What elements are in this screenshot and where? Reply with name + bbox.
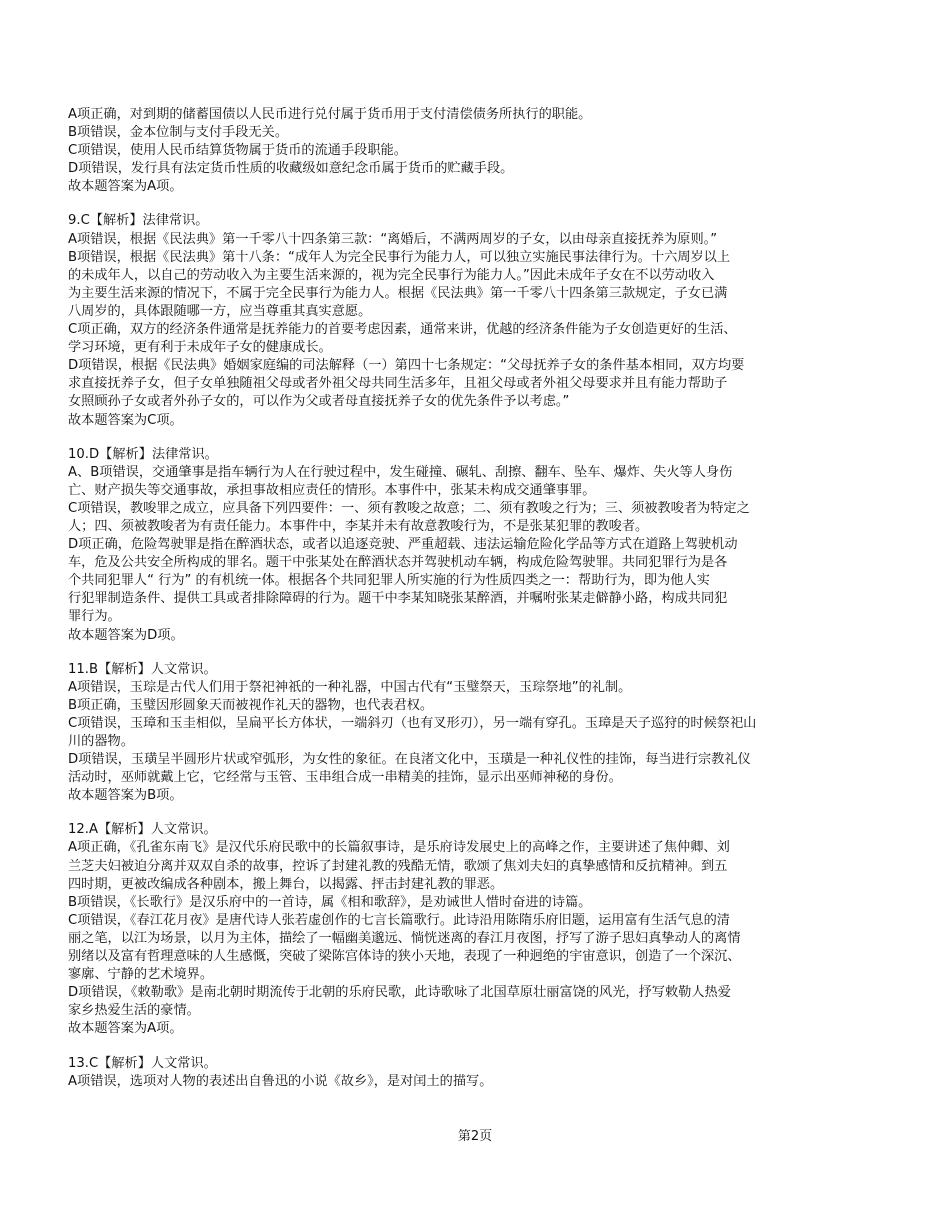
text-line: 人；四、须被教唆者为有责任能力。本事件中，李某并未有故意教唆行为，不是张某犯罪的教唆者。 <box>68 518 649 534</box>
text-line: C项错误，使用人民币结算货物属于货币的流通手段职能。 <box>68 143 407 159</box>
page-number: 第2页 <box>457 1129 493 1144</box>
answer-block-12 <box>68 821 882 1038</box>
text-line: 八周岁的，具体跟随哪一方，应当尊重其真实意愿。 <box>68 303 372 319</box>
text-line: A项正确，对到期的储蓄国债以人民币进行兑付属于货币用于支付清偿债务所执行的职能。 <box>68 107 592 122</box>
question-heading: 12.A【解析】人文常识。 <box>68 822 217 838</box>
text-line: C项错误，玉璋和玉圭相似，呈扁平长方体状，一端斜刃（也有叉形刃），另一端有穿孔。玉璋是天子巡狩的时候祭祀山 <box>68 715 757 731</box>
text-line: 行犯罪制造条件、提供工具或者排除障碍的行为。题干中李某知晓张某醉酒，并嘱咐张某走僻静小路，构成共同犯 <box>68 591 728 607</box>
text-line: 故本题答案为D项。 <box>68 627 184 643</box>
document-page <box>68 106 882 1091</box>
text-line: 故本题答案为A项。 <box>68 179 183 195</box>
text-line: D项正确，危险驾驶罪是指在醉酒状态，或者以追逐竞驶、严重超载、违法运输危险化学品等方式在道路上驾驶机动 <box>68 537 738 553</box>
text-line: A、B项错误，交通肇事是指车辆行为人在行驶过程中，发生碰撞、碾轧、刮擦、翻车、坠车、爆炸、失火等人身伤 <box>68 464 733 480</box>
text-line: A项错误，玉琮是古代人们用于祭祀神祇的一种礼器，中国古代有“玉璧祭天，玉琮祭地”的礼制。 <box>68 679 632 695</box>
question-heading: 11.B【解析】人文常识。 <box>68 661 217 677</box>
text-line: 亡、财产损失等交通事故，承担事故相应责任的情形。本事件中，张某未构成交通肇事罪。 <box>68 482 596 498</box>
text-line: 学习环境，更有利于未成年子女的健康成长。 <box>68 340 332 356</box>
text-line: 四时期，更被改编成各种剧本，搬上舞台，以揭露、抨击封建礼教的罪恶。 <box>68 876 504 892</box>
question-heading: 13.C【解析】人文常识。 <box>68 1055 217 1071</box>
text-line: 丽之笔，以江为场景，以月为主体，描绘了一幅幽美邈远、惝恍迷离的春江月夜图，抒写了游子思妇真挚动人的离情 <box>68 930 741 946</box>
answer-block-13 <box>68 1055 882 1091</box>
text-line: 求直接抚养子女，但子女单独随祖父母或者外祖父母共同生活多年，且祖父母或者外祖父母要求并且有能力帮助子 <box>68 376 728 392</box>
text-line: 女照顾孙子女或者外孙子女的，可以作为父或者母直接抚养子女的优先条件予以考虑。” <box>68 394 570 410</box>
text-line: B项错误，金本位制与支付手段无关。 <box>68 125 289 141</box>
text-line: D项错误，发行具有法定货币性质的收藏级如意纪念币属于货币的贮藏手段。 <box>68 161 514 177</box>
answer-block-8 <box>68 106 882 196</box>
text-line: A项正确，《孔雀东南飞》是汉代乐府民歌中的长篇叙事诗，是乐府诗发展史上的高峰之作，主要讲述了焦仲卿、刘 <box>68 840 730 856</box>
text-line: 家乡热爱生活的豪情。 <box>68 1003 200 1019</box>
answer-block-9 <box>68 212 882 429</box>
text-line: 川的器物。 <box>68 734 134 749</box>
text-line: D项错误，《敕勒歌》是南北朝时期流传于北朝的乐府民歌，此诗歌咏了北国草原壮丽富饶的风光，抒写敕勒人热爱 <box>68 985 731 1001</box>
text-line: 故本题答案为A项。 <box>68 1021 183 1037</box>
answer-block-11 <box>68 661 882 806</box>
text-line: C项正确，双方的经济条件通常是抚养能力的首要考虑因素，通常来讲，优越的经济条件能为子女创造更好的生活、 <box>68 322 737 338</box>
text-line: A项错误，选项对人物的表述出自鲁迅的小说《故乡》，是对闰土的描写。 <box>68 1073 493 1089</box>
text-line: 活动时，巫师就戴上它，它经常与玉管、玉串组合成一串精美的挂饰，显示出巫师神秘的身份。 <box>68 770 622 786</box>
text-line: B项错误，《长歌行》是汉乐府中的一首诗，属《相和歌辞》，是劝诫世人惜时奋进的诗篇。 <box>68 894 592 910</box>
text-line: 个共同犯罪人“ 行为” 的有机统一体。根据各个共同犯罪人所实施的行为性质四类之一：帮助行为，即为他人实 <box>68 573 710 589</box>
text-line: B项错误，根据《民法典》第十八条：“成年人为完全民事行为能力人，可以独立实施民事法律行为。十六周岁以上 <box>68 249 731 265</box>
question-heading: 10.D【解析】法律常识。 <box>68 446 218 462</box>
text-line: 的未成年人，以自己的劳动收入为主要生活来源的，视为完全民事行为能力人。”因此未成年子女在不以劳动收入 <box>68 267 715 283</box>
text-line: 车，危及公共安全所构成的罪名。题干中张某处在醉酒状态并驾驶机动车辆，构成危险驾驶罪。共同犯罪行为是各 <box>68 555 728 571</box>
text-line: C项错误，教唆罪之成立，应具备下列四要件：一、须有教唆之故意；二、须有教唆之行为；三、须被教唆者为特定之 <box>68 500 750 516</box>
text-line: 故本题答案为C项。 <box>68 412 183 428</box>
text-line: 故本题答案为B项。 <box>68 788 183 804</box>
text-line: D项错误，玉璜呈半圆形片状或窄弧形，为女性的象征。在良渚文化中，玉璜是一种礼仪性的挂饰，每当进行宗教礼仪 <box>68 752 751 768</box>
text-line: 为主要生活来源的情况下，不属于完全民事行为能力人。根据《民法典》第一千零八十四条第三款规定，子女已满 <box>68 285 728 301</box>
text-line: A项错误，根据《民法典》第一千零八十四条第三款：“离婚后，不满两周岁的子女，以由母亲直接抚养为原则。” <box>68 231 718 247</box>
text-line: 兰芝夫妇被迫分离并双双自杀的故事，控诉了封建礼教的残酷无情，歌颂了焦刘夫妇的真挚感情和反抗精神。到五 <box>68 858 728 874</box>
text-line: C项错误，《春江花月夜》是唐代诗人张若虚创作的七言长篇歌行。此诗沿用陈隋乐府旧题，运用富有生活气息的清 <box>68 912 730 928</box>
text-line: 寥廓、宁静的艺术境界。 <box>68 967 214 983</box>
text-line: B项正确，玉璧因形圆象天而被视作礼天的器物，也代表君权。 <box>68 697 434 713</box>
answer-block-10 <box>68 446 882 645</box>
text-line: 别绪以及富有哲理意味的人生感慨，突破了梁陈宫体诗的狭小天地，表现了一种迥绝的宇宙意识，创造了一个深沉、 <box>68 949 741 965</box>
text-line: D项错误，根据《民法典》婚姻家庭编的司法解释（一）第四十七条规定：“父母抚养子女的条件基本相同，双方均要 <box>68 358 745 374</box>
question-heading: 9.C【解析】法律常识。 <box>68 213 209 229</box>
text-line: 罪行为。 <box>68 609 121 625</box>
